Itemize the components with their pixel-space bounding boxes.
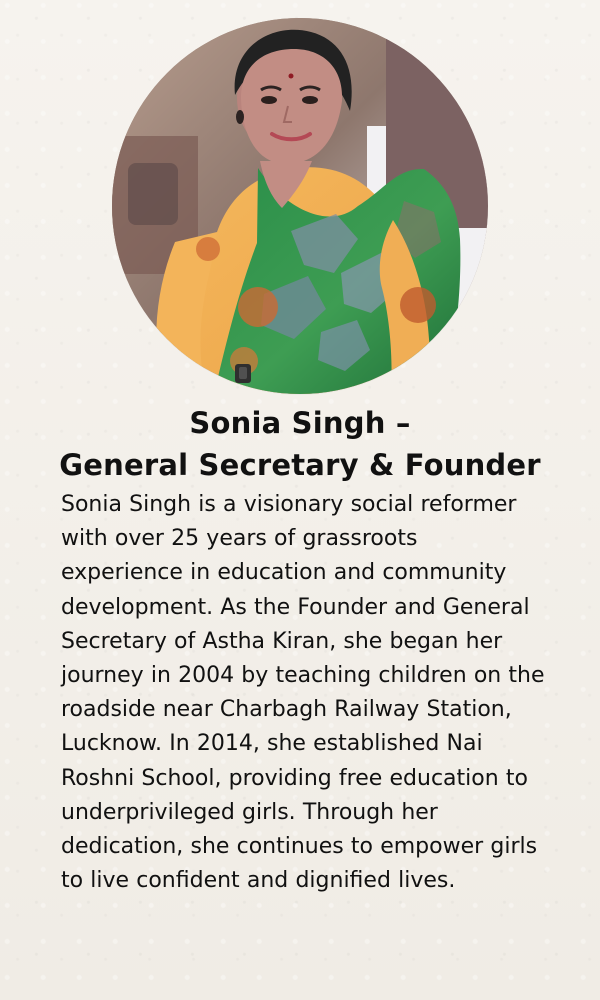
profile-photo [112, 18, 488, 394]
profile-bio: Sonia Singh is a visionary social reformer with over 25 years of grassroots experience in education and community development. As the Founder and General Secretary of Astha Kiran, she began her journey in 2004 by teaching children on the roadside near Charbagh Railway Station, Lucknow. In 2014, she established Nai Roshni School, providing free education to underprivileged girls. Through her dedication, she continues to empower girls to live confident and dignified lives. [61, 492, 545, 894]
profile-title [30, 402, 570, 486]
profile-name: Sonia Singh – [189, 406, 411, 440]
profile-role: General Secretary & Founder [59, 448, 541, 482]
